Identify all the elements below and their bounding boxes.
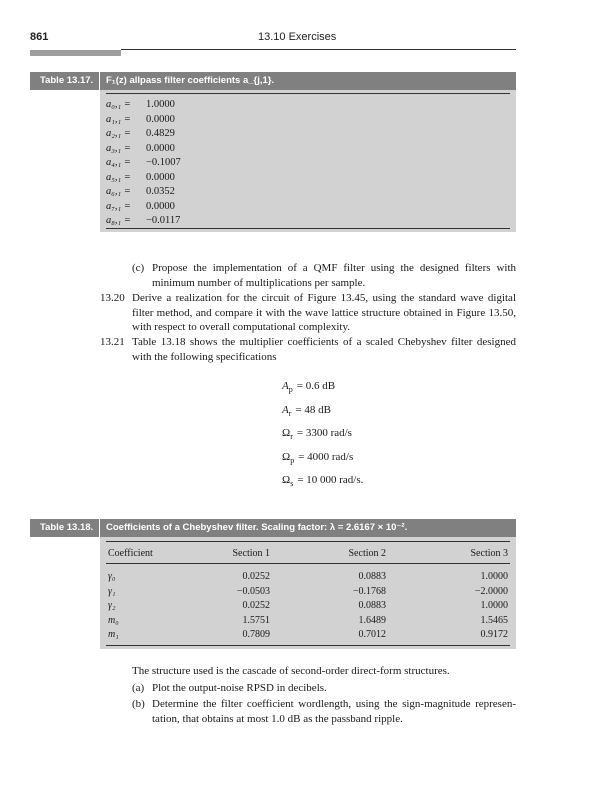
coefficient-value: 0.0000 [146,113,175,125]
table-18-cell: 0.9172 [480,629,508,640]
coefficient-value: 0.0000 [146,200,175,212]
coefficient-value: −0.0117 [146,215,181,226]
coefficient-symbol: a₅,₁ = [106,171,131,183]
table-18-cell: 0.0883 [358,600,386,611]
exercise-marker: 13.21 [100,336,125,348]
table-18-cell: 1.0000 [480,600,508,611]
coefficient-value: 0.0352 [146,186,175,197]
exercise-item [100,291,516,335]
page-number: 861 [30,31,49,43]
table-17-bottom-rule [106,228,510,229]
table-18-coefficient-name: m₁ [108,629,119,640]
table-18-cell: −0.1768 [352,585,386,597]
coefficient-row [106,156,181,169]
exercise-line: with the following specifications [132,350,277,363]
spec-subscript: s [290,479,294,489]
table-18-cell: −0.0503 [236,585,270,597]
table-18-coefficient-name: m₀ [108,614,119,626]
coefficient-symbol: a₆,₁ = [106,186,131,197]
closing-item [132,697,516,726]
closing-intro: The structure used is the cascade of second-order direct-form structures. [132,665,450,677]
spec-value: = 4000 rad/s [298,450,354,463]
exercise-line: Table 13.18 shows the multiplier coefficients of a scaled Chebyshev filter designed [132,336,516,348]
table-18-coefficient-name: γ₁ [108,585,116,597]
header-accent-bar [30,50,121,56]
spec-value: = 10 000 rad/s. [297,474,364,486]
spec-subscript: r [290,432,293,442]
table-18-label: Table 13.18. [30,519,99,537]
table-18-header-section-3: Section 3 [470,548,508,559]
spec-symbol: A [282,403,289,416]
table-18-coefficient-name: γ₂ [108,600,116,611]
table-17-caption-text: F₁(z) allpass filter coefficients a_{j,1}. [106,75,275,86]
spec-value: = 0.6 dB [296,380,336,392]
spec-symbol: A [282,380,289,392]
coefficient-symbol: a₇,₁ = [106,200,131,212]
table-18-cell: −2.0000 [474,585,508,597]
coefficient-row [106,171,175,184]
coefficient-row [106,127,175,140]
table-18-header-section-1: Section 1 [232,548,270,559]
exercise-line: with respect to overall computational complexity. [132,321,351,333]
spec-symbol: Ω [282,474,291,486]
table-18-cell: 0.0883 [358,571,386,582]
table-18-cell: 0.0252 [242,571,270,582]
running-section-title: 13.10 Exercises [258,31,337,43]
spec-value: = 48 dB [295,403,331,416]
coefficient-value: 1.0000 [146,99,175,110]
exercise-line: Derive a realization for the circuit of Figure 13.45, using the standard wave digital [132,292,516,304]
exercise-item [100,335,516,364]
coefficient-value: 0.0000 [146,142,175,154]
exercise-marker: 13.20 [100,292,125,304]
closing-line: tation, that obtains at most 1.0 dB as the passband ripple. [152,712,403,725]
coefficient-row [106,142,175,155]
spec-value: = 3300 rad/s [296,427,352,439]
coefficient-row [106,185,175,198]
table-18-header-section-2: Section 2 [348,548,386,559]
table-18-cell: 1.5751 [242,614,270,626]
table-18-cell: 1.0000 [480,571,508,582]
table-17-top-rule [106,93,510,94]
closing-marker: (a) [132,682,145,694]
spec-subscript: p [288,385,293,395]
closing-item [132,681,516,696]
coefficient-symbol: a₄,₁ = [106,157,131,168]
table-18-cell: 1.6489 [358,614,386,626]
coefficient-row [106,98,175,111]
exercise-marker: (c) [132,262,145,274]
table-17-label: Table 13.17. [30,72,99,90]
coefficient-row [106,113,175,126]
table-18-top-rule [106,541,510,542]
coefficient-value: 0.4829 [146,128,175,139]
header-rule [121,49,516,50]
spec-subscript: r [288,408,292,418]
coefficient-value: −0.1007 [146,157,181,168]
closing-marker: (b) [132,698,145,710]
specification-equation [282,450,353,468]
closing-line: Plot the output-noise RPSD in decibels. [152,682,327,694]
coefficient-row [106,214,180,227]
coefficient-value: 0.0000 [146,171,175,183]
spec-symbol: Ω [282,450,291,463]
specification-equation [282,473,363,491]
exercise-line: Propose the implementation of a QMF filter using the designed filters with [152,262,516,274]
table-18-cell: 0.7809 [242,629,270,640]
coefficient-symbol: a₁,₁ = [106,113,131,125]
specification-equation [282,426,352,444]
coefficient-symbol: a₀,₁ = [106,99,131,110]
coefficient-symbol: a₃,₁ = [106,142,131,154]
table-18-cell: 1.5465 [480,614,508,626]
exercise-line: minimum number of multiplications per sample. [152,276,366,289]
table-18-caption [100,519,516,537]
table-18-header-coefficient: Coefficient [108,548,153,559]
specification-equation [282,379,335,397]
table-17-caption [100,72,516,90]
exercise-line: filter method, and compare it with the wave lattice structure obtained in Figure 13.50, [132,306,516,319]
table-18-coefficient-name: γ₀ [108,571,116,582]
coefficient-row [106,200,175,213]
spec-symbol: Ω [282,427,291,439]
table-18-cell: 0.0252 [242,600,270,611]
table-18-cell: 0.7012 [358,629,386,640]
table-18-caption-text: Coefficients of a Chebyshev filter. Scaling factor: λ = 2.6167 × 10⁻². [106,522,408,533]
coefficient-symbol: a₂,₁ = [106,128,131,139]
spec-subscript: p [290,455,295,465]
exercise-item [132,261,516,290]
table-18-bottom-rule [106,645,510,646]
table-18-header-rule [106,563,510,564]
coefficient-symbol: a₈,₁ = [106,215,131,226]
closing-line: Determine the filter coefficient wordlength, using the sign-magnitude represen- [152,698,516,710]
specification-equation [282,403,331,421]
